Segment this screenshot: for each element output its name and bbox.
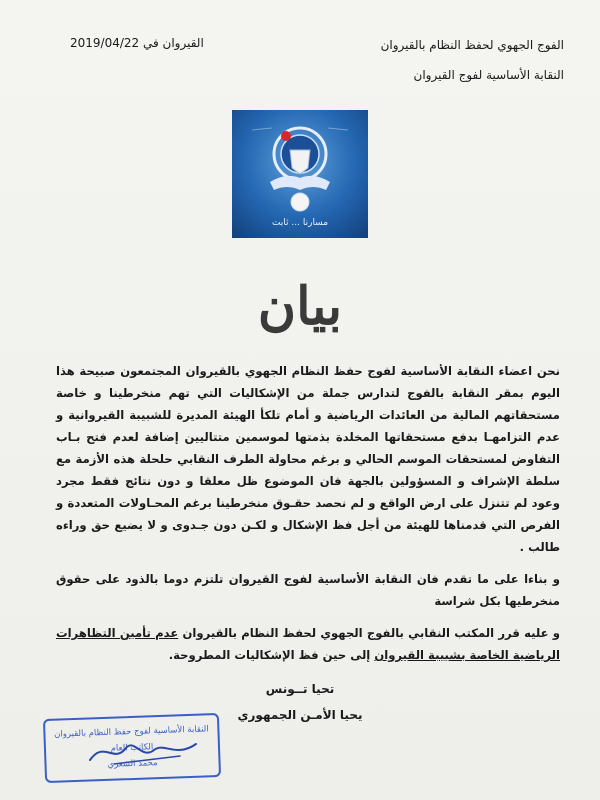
handwritten-signature-icon (84, 730, 204, 770)
closing-line-1: تحيا تــونس (265, 682, 335, 696)
document-date: القيروان في 2019/04/22 (70, 36, 204, 50)
closing-line-2: يحيا الأمـن الجمهوري (237, 708, 363, 722)
decision-intro: و عليه قرر المكتب النقابي بالفوج الجهوي لحفظ النظام بالقيروان (182, 626, 560, 640)
body-paragraph-2: و بناءا على ما تقدم فان النقابة الأساسية لفوج القيروان تلتزم دوما بالذود على حقوق منخرطيها بكل شراسة (56, 572, 560, 608)
org-name-line2: النقابة الأساسية لفوج القيروان (413, 68, 564, 82)
union-emblem-logo (232, 110, 368, 238)
stamp-line-2: الكاتب العام (110, 742, 154, 754)
statement-body (56, 360, 560, 676)
decision-emphasis: عدم تأمين التظاهرات الرياضية الخاصة بشبيبة القيروان (56, 626, 560, 662)
stamp-line-1: النقابة الأساسية لفوج حفظ النظام بالقيروان (54, 724, 209, 740)
body-paragraph-3 (56, 622, 560, 666)
organization-header (244, 30, 564, 90)
emblem-motto: مسارنا ... ثابت (271, 218, 329, 228)
body-paragraph-1: نحن اعضاء النقابة الأساسية لفوج حفظ النظام الجهوي بالقيروان المجتمعون صبيحة هذا اليوم بمقر النقابة بالفوج لتدارس جملة من الإشكاليات التي تهم منخرطينا و خاصة مستحقاتهم المالية من العائدات الرياضية و أمام تلكأ الهيئة المديرة للشبيبة القيروانية و عدم التزامهـا بدفع مستحقاتها المخلدة بذمتها لموسمين متتاليين إضافة لعدم فتح بـاب التفاوض لمستحقات الموسم الحالي و برغم محاولة الطرف النقابي حلحلة هذه الأزمة مع سلطة الإشراف و المسؤولين بالجهة فان الموضوع ظل معلقا و دون نتائج فقط مجرد وعود لم تتنزل على ارض الواقع و لم نحصد حقـوق منخرطينا برغم المحـاولات المتعددة و الفرص التي قدمناها للهيئة من أجل فظ الإشكال و لكـن دون جـدوى و لا يضيع حق وراءه طالب . (56, 364, 560, 554)
decision-end: إلى حين فظ الإشكاليات المطروحة. (168, 648, 371, 662)
org-name-line1: الفوج الجهوي لحفظ النظام بالقيروان (380, 38, 564, 52)
statement-title: بيان (257, 276, 343, 337)
stamp-line-3: محمد الشعري (107, 758, 158, 770)
